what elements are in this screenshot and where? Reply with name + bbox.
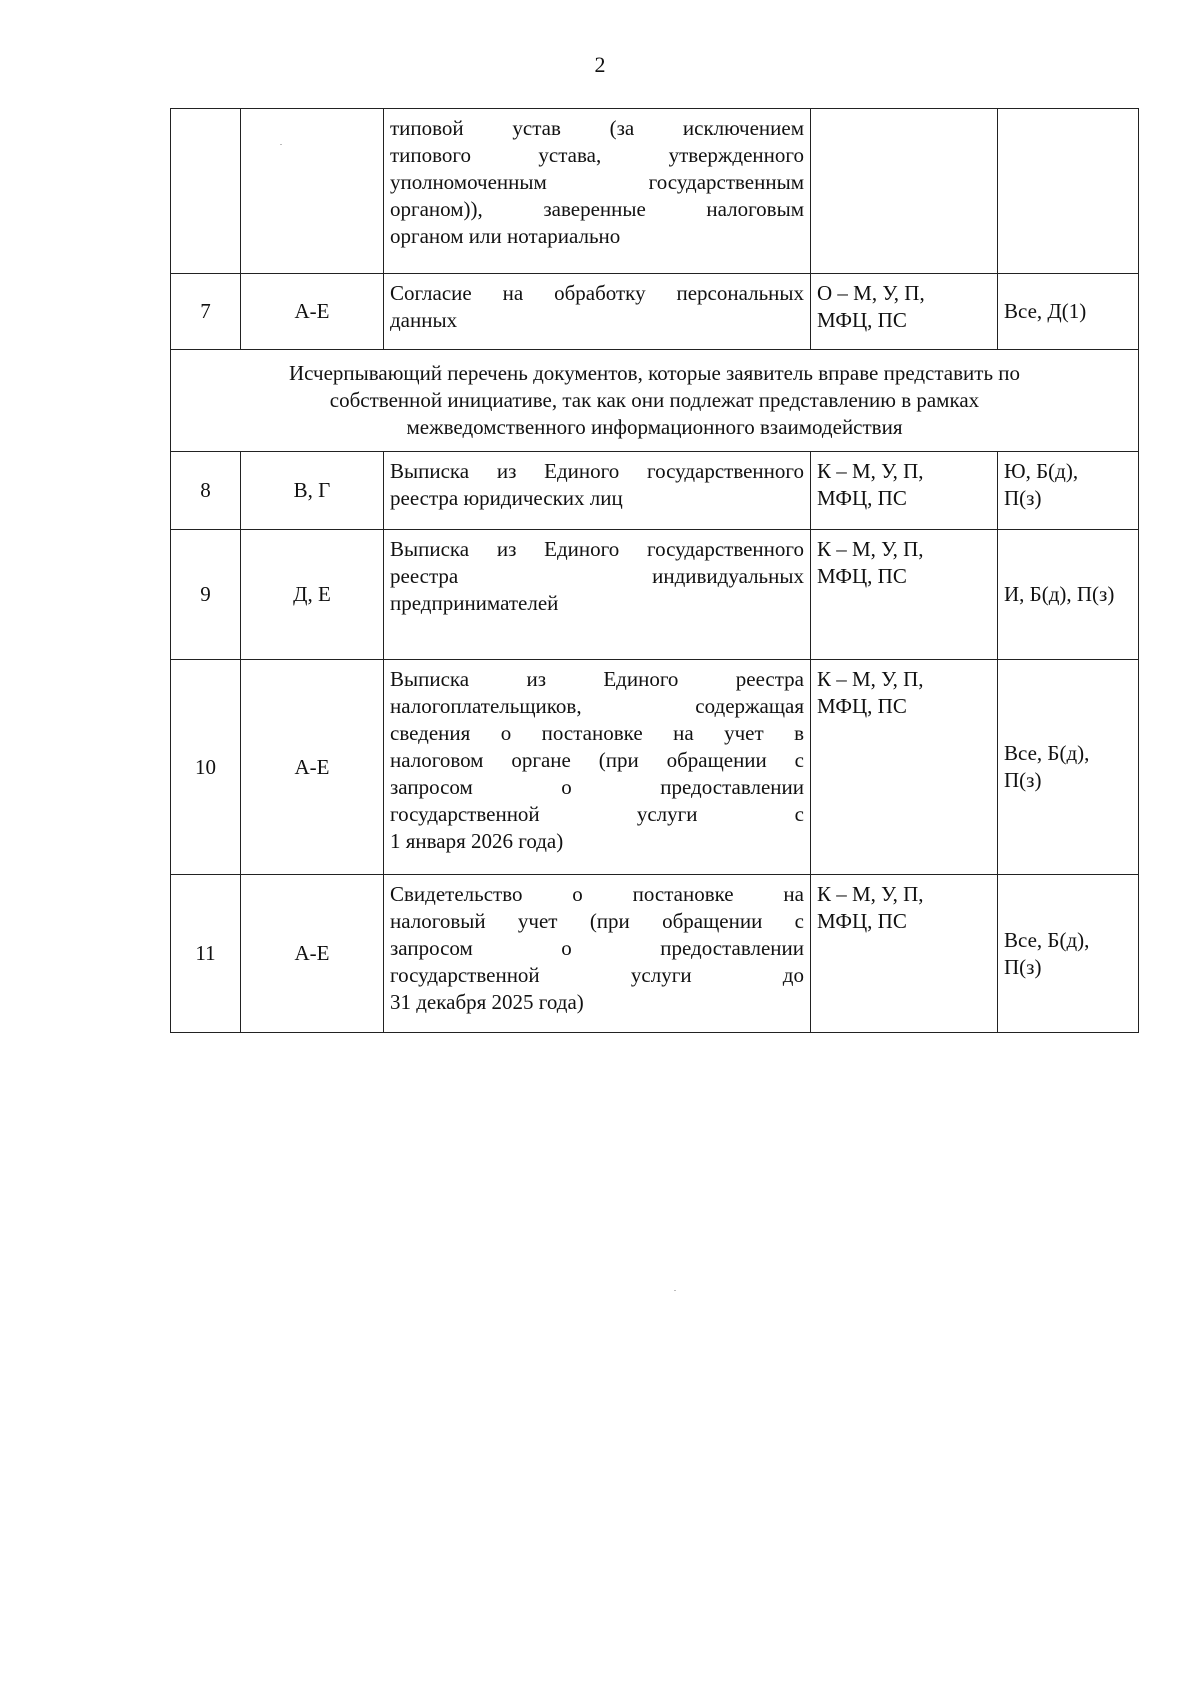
applicant-type-cell: [998, 875, 1139, 1033]
scan-speck: [280, 144, 282, 145]
description-line: Согласие на обработку персональных: [390, 281, 804, 305]
documents-table: [170, 108, 1139, 1033]
applicant-type-line: Все, Б(д),: [1004, 927, 1090, 952]
submission-form-cell: [811, 452, 998, 530]
description-line: государственной услуги с: [390, 802, 804, 826]
table-row: [171, 530, 1139, 660]
applicant-type-line: Ю, Б(д),: [1004, 459, 1079, 483]
section-heading: [171, 350, 1139, 452]
row-number-cell: 11: [171, 875, 241, 1033]
description-line: налоговый учет (при обращении с: [390, 909, 804, 933]
submission-form-cell: [811, 530, 998, 660]
applicant-type-line: Все, Б(д),: [1004, 741, 1090, 765]
form-line: К – М, У, П,: [817, 667, 924, 691]
form-line: К – М, У, П,: [817, 537, 924, 561]
table-row: [171, 875, 1139, 1033]
description-line: Выписка из Единого реестра: [390, 667, 804, 691]
form-line: МФЦ, ПС: [817, 909, 907, 933]
document-description-cell: [384, 660, 811, 875]
description-line: типового устава, утвержденного: [390, 143, 804, 167]
row-number-cell: 10: [171, 660, 241, 875]
applicant-type-cell: [998, 274, 1139, 350]
description-line: уполномоченным государственным: [390, 170, 804, 194]
document-description-cell: [384, 109, 811, 274]
description-line: 1 января 2026 года): [390, 829, 564, 853]
applicant-category-cell: А-Е: [241, 660, 384, 875]
applicant-category-cell: В, Г: [241, 452, 384, 530]
applicant-category-cell: А-Е: [241, 875, 384, 1033]
form-line: О – М, У, П,: [817, 281, 925, 305]
row-number-cell: [171, 109, 241, 274]
section-heading-row: [171, 350, 1139, 452]
applicant-category-cell: Д, Е: [241, 530, 384, 660]
description-line: сведения о постановке на учет в: [390, 721, 804, 745]
description-line: органом)), заверенные налоговым: [390, 197, 804, 221]
table-row: [171, 274, 1139, 350]
description-line: предпринимателей: [390, 591, 559, 615]
section-heading-line: межведомственного информационного взаимодействия: [406, 415, 903, 439]
row-number-cell: 9: [171, 530, 241, 660]
form-line: К – М, У, П,: [817, 459, 924, 483]
applicant-type-cell: [998, 452, 1139, 530]
document-description-cell: [384, 875, 811, 1033]
document-description-cell: [384, 452, 811, 530]
section-heading-line: собственной инициативе, так как они подлежат представлению в рамках: [329, 388, 980, 412]
description-line: налогоплательщиков, содержащая: [390, 694, 804, 718]
description-line: типовой устав (за исключением: [390, 116, 804, 140]
form-line: МФЦ, ПС: [817, 308, 907, 332]
form-line: МФЦ, ПС: [817, 694, 907, 718]
form-line: МФЦ, ПС: [817, 486, 907, 510]
section-heading-line: Исчерпывающий перечень документов, которые заявитель вправе представить по: [288, 361, 1021, 385]
applicant-type-cell: [998, 530, 1139, 660]
description-line: государственной услуги до: [390, 963, 804, 987]
table-row: [171, 452, 1139, 530]
table-row-continuation: [171, 109, 1139, 274]
form-line: МФЦ, ПС: [817, 564, 907, 588]
applicant-type-line: П(з): [1004, 768, 1042, 792]
description-line: данных: [390, 308, 458, 332]
document-description-cell: [384, 530, 811, 660]
form-line: К – М, У, П,: [817, 882, 924, 906]
description-line: налоговом органе (при обращении с: [390, 748, 804, 772]
applicant-category-cell: [241, 109, 384, 274]
document-description-cell: [384, 274, 811, 350]
submission-form-cell: [811, 660, 998, 875]
submission-form-cell: [811, 109, 998, 274]
applicant-type-line: И, Б(д), П(з): [1004, 582, 1115, 606]
description-line: органом или нотариально: [390, 224, 621, 248]
row-number-cell: 7: [171, 274, 241, 350]
row-number-cell: 8: [171, 452, 241, 530]
submission-form-cell: [811, 274, 998, 350]
applicant-type-line: П(з): [1004, 954, 1042, 979]
description-line: реестра юридических лиц: [390, 486, 623, 510]
description-line: Выписка из Единого государственного: [390, 537, 804, 561]
description-line: запросом о предоставлении: [390, 936, 804, 960]
applicant-type-line: П(з): [1004, 486, 1042, 510]
description-line: Свидетельство о постановке на: [390, 882, 804, 906]
description-line: Выписка из Единого государственного: [390, 459, 804, 483]
table-row: [171, 660, 1139, 875]
page-number: 2: [594, 52, 606, 77]
submission-form-cell: [811, 875, 998, 1033]
description-line: запросом о предоставлении: [390, 775, 804, 799]
applicant-category-cell: А-Е: [241, 274, 384, 350]
description-line: реестра индивидуальных: [390, 564, 804, 588]
description-line: 31 декабря 2025 года): [390, 990, 584, 1014]
applicant-type-line: Все, Д(1): [1004, 299, 1087, 323]
applicant-type-cell: [998, 109, 1139, 274]
applicant-type-cell: [998, 660, 1139, 875]
scan-speck: [674, 1290, 676, 1291]
